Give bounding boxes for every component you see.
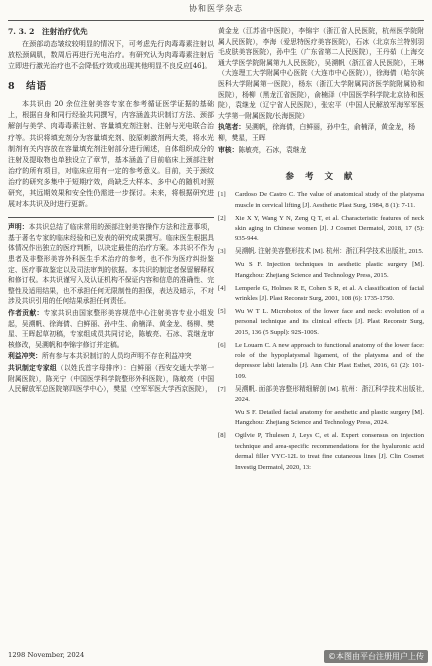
reference-item: [218, 408, 424, 429]
author-contributions-label: 作者贡献：: [8, 308, 44, 317]
reference-number: [5]: [218, 307, 226, 315]
reference-number: [1]: [218, 191, 226, 199]
left-column: [8, 26, 214, 395]
reference-item: [218, 284, 424, 305]
declaration-divider: [8, 217, 214, 218]
reference-number: [6]: [218, 341, 226, 349]
paragraph-injection-priority: 在颈部动态皱纹较明显的情况下，可考虑先行肉毒毒素注射以放松颈阔肌，数周后再进行光电治疗。有研究认为肉毒毒素注射后立即进行激光治疗也不会降低疗效或出现其他明显不良反应[46]。: [8, 40, 214, 71]
references-heading: 参 考 文 献: [285, 172, 357, 183]
expert-group-affiliations: [8, 363, 214, 395]
section-heading-conclusion: 8 结语: [8, 81, 48, 93]
reference-number: [3]: [218, 248, 226, 256]
header-rule: [8, 20, 424, 21]
conflict-of-interest: [8, 351, 214, 362]
reference-item: [218, 260, 424, 281]
writers-text: 吴溯帆，徐海倩，白鲜丽，孙中生，俞楠泽，黄金龙，杨柳，樊星，王晖: [218, 123, 416, 143]
author-contributions: [8, 308, 214, 350]
expert-group-text: （以姓氏首字母排序）：白鲜丽（西安交通大学第一附属医院），陈光宁（中国医学科学院整形外科医院），陈敏亮（中国人民解放军总医院第四医学中心），樊星（空军军医大学西京医院），: [8, 363, 214, 394]
reference-text: Xie X Y, Wang Y N, Zeng Q T, et al. Characteristic features of neck skin aging in Chinese women [J]. J Cosmet Dermatol, 2018, 17 (5): 935-944.: [235, 214, 424, 243]
paragraph-conclusion: 本共识由 20 余位注射美容专家在参考循证医学证据的基础上，根据自身和同行经验共同撰写，内容涵盖共识制订方法、颈部解剖与美学、肉毒毒素注射、容量填充剂注射、注射与光电联合治疗等。共识将填充剂分为容量填充剂、胶原刺激剂两大类，将水光制剂有关内容放在容量填充剂注射部分进行阐述，自体组织成分的注射及提取物也单独设立了章节，基本涵盖了目前临床上颈部注射治疗的所有项目，对临床应用有一定的参考意义。目前，关于颈纹治疗的研究多集中于短期疗效，尚缺乏大样本、多中心的随机对照研究，其远期效果和安全性仍需进一步探讨。未来，将根据研究进展对本共识及时进行更新。: [8, 100, 214, 209]
right-column: [218, 26, 424, 476]
reference-item: [218, 341, 424, 383]
declaration-statement: [8, 222, 214, 307]
reference-number: [8]: [218, 432, 226, 440]
reference-text: 吴溯帆. 注射美容整形技术 [M]. 杭州：浙江科学技术出版社, 2015.: [235, 248, 424, 256]
author-contributions-text: 专家共识由国家整形美容规范中心注射美容专业小组发起，吴溯帆、徐海倩、白鲜丽、孙中生、俞楠泽、黄金龙、杨柳、樊星、王晖起草初稿，专家组成员共同讨论，陈敏亮、石冰、袁继龙审核修改，吴溯帆和李锦宇修订并定稿。: [8, 308, 215, 349]
reference-number: [7]: [218, 385, 226, 393]
journal-header: 协和医学杂志: [189, 4, 243, 13]
reference-text: Le Louarn C. A new approach to functional anatomy of the lower face: role of the hypoplatysmal ligament, of the platysma and of the depressor labii lateralis [J]. Ann Chir Plast Esthet, 2016, 61 (2): 101-109.: [235, 341, 424, 380]
expert-group-label: 共识制定专家组: [8, 363, 57, 372]
reference-text: Ogilvie P, Thulesen J, Leys C, et al. Expert consensus on injection technique and area-specific recommendations for the hyaluronic acid dermal filler VYC-12L to treat fine cutaneous lines [J]. Clin Cosmet Investig Dermatol, 2020, 13:: [235, 432, 424, 471]
reviewers-line: [218, 145, 424, 156]
reference-item: [218, 307, 424, 338]
writers-label: 执笔者：: [218, 123, 246, 132]
reference-number: [4]: [218, 284, 226, 292]
reference-number: [2]: [218, 214, 226, 222]
reference-list: [218, 190, 424, 473]
reference-text: Wu S F. Injection techniques in aesthetic plastic surgery [M]. Hangzhou: Zhejiang Science and Technology Press, 2015.: [235, 261, 424, 279]
declaration-label: 声明：: [8, 223, 29, 232]
reference-text: Lemperle G, Holmes R E, Cohen S R, et al. A classification of facial wrinkles [J]. Plast Reconstr Surg, 2001, 108 (6): 1735-1750.: [235, 284, 424, 302]
reviewers-text: 陈敏亮，石冰，袁继龙: [238, 146, 307, 155]
reference-text: 吴溯帆. 面部美容整形精细解剖 [M]. 杭州：浙江科学技术出版社, 2024.: [235, 385, 424, 404]
conflict-of-interest-label: 利益冲突：: [8, 352, 42, 361]
reference-item: [218, 190, 424, 211]
page-footer: 1298 November, 2024: [8, 651, 85, 659]
subsection-heading: 7. 3. 2 注射治疗优先: [8, 27, 88, 36]
reference-item: [218, 431, 424, 473]
reference-item: [218, 385, 424, 406]
reviewers-label: 审核：: [218, 146, 239, 155]
reference-item: [218, 247, 424, 257]
reference-text: Wu W T L. Microbotox of the lower face and neck: evolution of a personal technique and its clinical effects [J]. Plast Reconstr Surg, 2015, 136 (5 Suppl): 92S-100S.: [235, 307, 424, 336]
reference-text: Cardoso De Castro C. The value of anatomical study of the platysma muscle in cervical lifting [J]. Aesthetic Plast Surg, 1984, 8 (1): 7-11.: [235, 191, 424, 209]
writers-line: [218, 122, 424, 144]
expert-group-affiliations-continued: 黄金龙（江苏省中医院），李锦宇（浙江省人民医院，杭州医学院附属人民医院），李海（爱思特医疗美容医院），石冰（北京东兰特别羽毛皮肤美容医院），孙中生（广东省第二人民医院），王丹茹（上海交通大学医学院附属第九人民医院），吴溯帆（浙江省人民医院），王琳（大连理工大学附属中心医院（大连市中心医院）），徐海倩（哈尔滨医科大学附属第一医院），杨东（浙江大学附属同济医学院附属协和医院），杨柳（黑龙江省医院），俞楠泽（中国医学科学院北京协和医院），袁继龙（辽宁省人民医院），张宏平（中国人民解放军海军军医大学第一附属医院/长海医院）: [218, 27, 424, 120]
reference-text: Wu S F. Detailed facial anatomy for aesthetic and plastic surgery [M]. Hangzhou: Zhejiang Science and Technology Press, 2024.: [235, 409, 424, 427]
upload-watermark: ©本图由平台注册用户上传: [324, 650, 428, 663]
conflict-of-interest-text: 所有参与本共识制订的人员均声明不存在利益冲突: [41, 352, 192, 361]
declaration-text: 本共识总结了临床常用的颈部注射美容操作方法和注意事项，基于著名专家的临床经验和已发表的研究成果撰写。临床医生根据具体情况作出独立的医疗判断，以决定最佳的治疗方案。本共识不作为患者及非整形美容外科医生手术治疗的参考，也不作为医疗纠纷鉴定、医疗事故鉴定以及司法审判的依据。本共识的制定者保留解释权和修订权。本共识谨写入及认证机构不保证内容和信息的准确性、完整性及适用结果，也不承担任何无限制性的担保，表达及暗示，不对涉及共识引用的任何结果承担任何责任。: [8, 223, 215, 306]
reference-item: [218, 214, 424, 245]
